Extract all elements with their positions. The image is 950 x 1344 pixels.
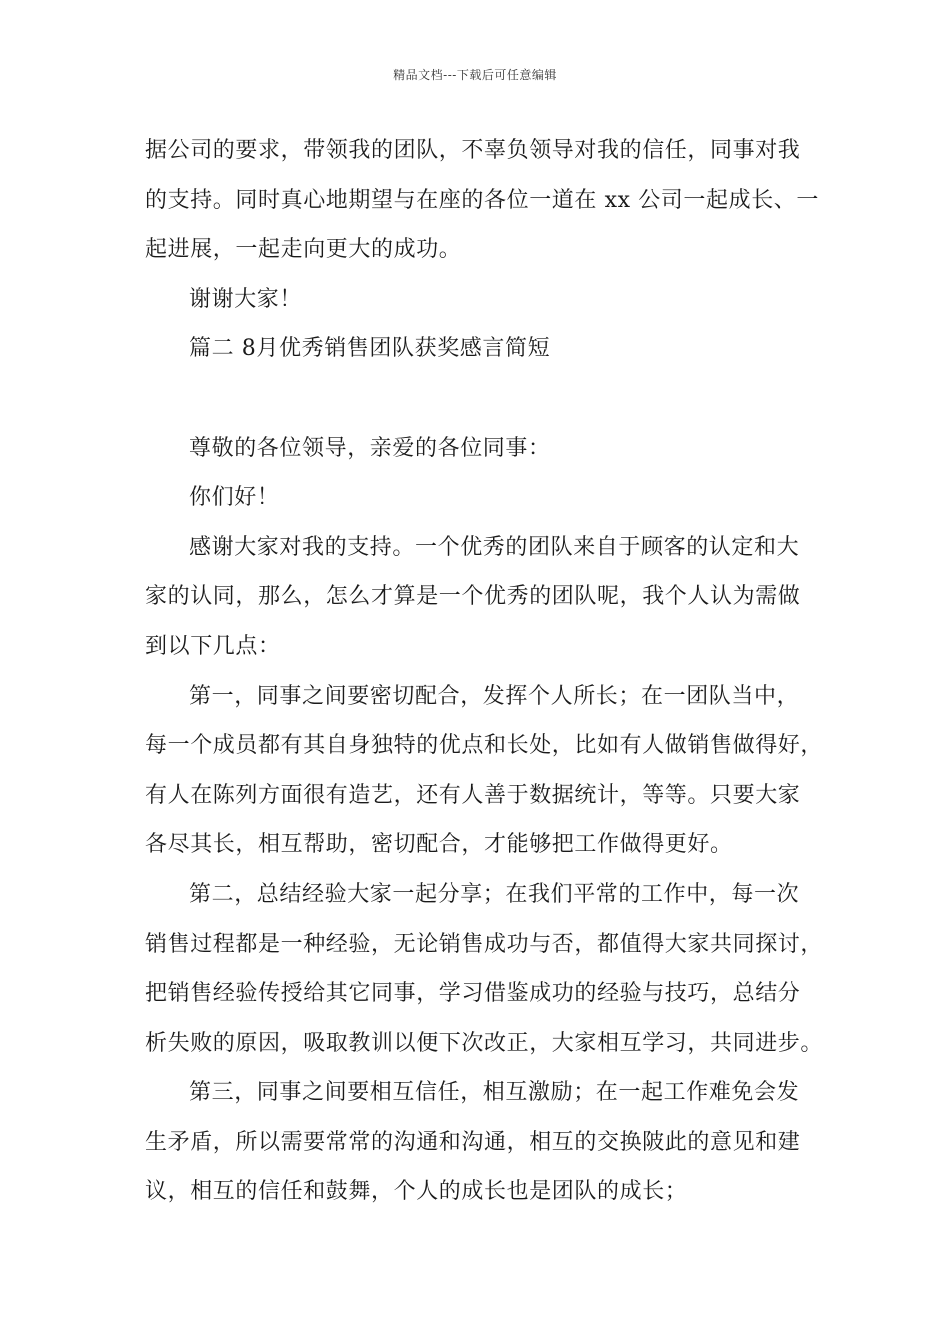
page-header: 精品文档---下载后可任意编辑: [393, 68, 557, 82]
paragraph-line: 到以下几点：: [145, 633, 281, 659]
paragraph-line: 生矛盾，所以需要常常的沟通和沟通，相互的交换陂此的意见和建: [145, 1129, 801, 1155]
salutation: 尊敬的各位领导，亲爱的各位同事：: [189, 435, 551, 461]
paragraph-line: 的支持。同时真心地期望与在座的各位一道在 xx 公司一起成长、一: [145, 187, 820, 213]
paragraph-line: 起进展，一起走向更大的成功。: [145, 237, 462, 263]
paragraph-line: 第三，同事之间要相互信任，相互激励；在一起工作难免会发: [189, 1080, 800, 1106]
paragraph-line: 有人在陈列方面很有造艺，还有人善于数据统计，等等。只要大家: [145, 782, 801, 808]
blank-line: [145, 374, 809, 424]
paragraph-line: 家的认同，那么，怎么才算是一个优秀的团队呢，我个人认为需做: [145, 584, 801, 610]
paragraph-line: 销售过程都是一种经验，无论销售成功与否，都值得大家共同探讨，: [145, 931, 824, 957]
paragraph-line: 据公司的要求，带领我的团队，不辜负领导对我的信任，同事对我: [145, 138, 801, 163]
section-title: 篇二 8月优秀销售团队获奖感言简短: [189, 336, 551, 362]
document-body: [145, 126, 824, 1217]
paragraph-line: 析失败的原因，吸取教训以便下次改正，大家相互学习，共同进步。: [145, 1030, 824, 1056]
paragraph-line: 议，相互的信任和鼓舞，个人的成长也是团队的成长；: [145, 1179, 688, 1205]
paragraph-line: 把销售经验传授给其它同事，学习借鉴成功的经验与技巧，总结分: [145, 981, 801, 1007]
paragraph-line: 各尽其长，相互帮助，密切配合，才能够把工作做得更好。: [145, 832, 733, 858]
closing-line: 谢谢大家！: [189, 286, 303, 312]
greeting: 你们好！: [189, 485, 280, 511]
paragraph-line: 第二，总结经验大家一起分享；在我们平常的工作中，每一次: [189, 881, 800, 907]
paragraph-line: 第一，同事之间要密切配合，发挥个人所长；在一团队当中，: [189, 683, 800, 709]
paragraph-line: 感谢大家对我的支持。一个优秀的团队来自于顾客的认定和大: [189, 534, 800, 560]
paragraph-line: 每一个成员都有其自身独特的优点和长处，比如有人做销售做得好，: [145, 733, 824, 759]
